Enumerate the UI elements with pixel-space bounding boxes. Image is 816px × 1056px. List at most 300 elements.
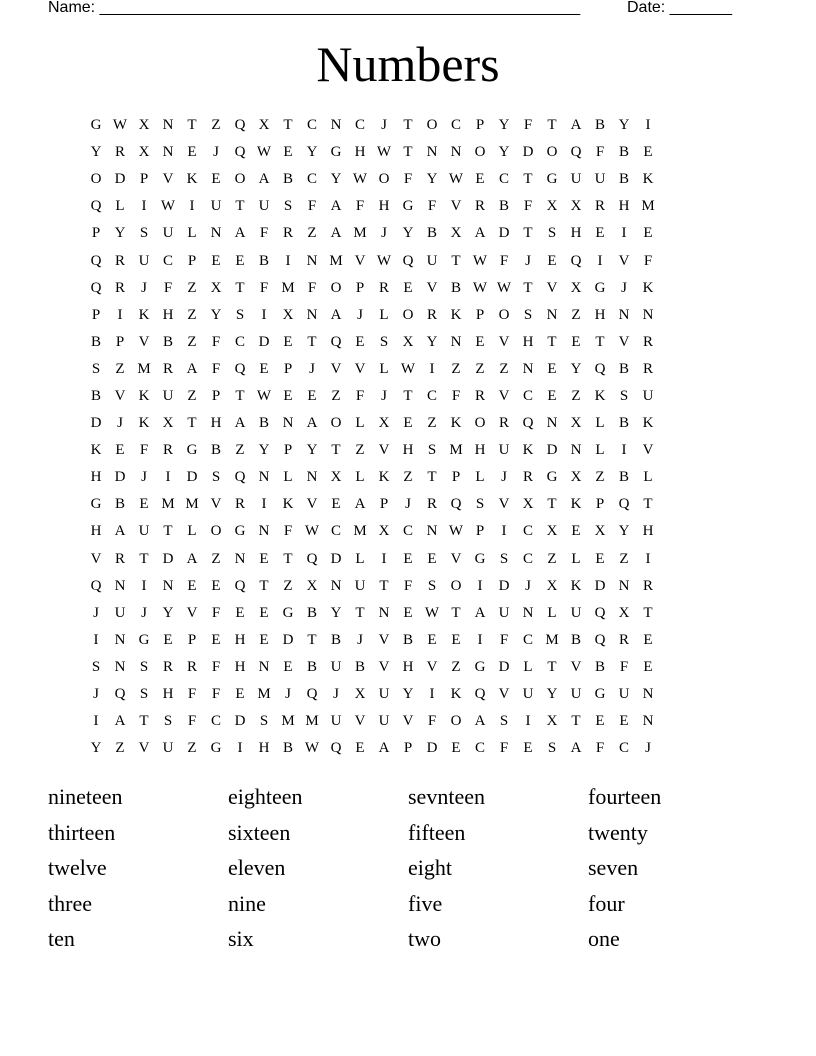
grid-letter: R xyxy=(474,387,485,404)
grid-letter: H xyxy=(570,225,582,242)
grid-letter: Y xyxy=(90,144,102,161)
grid-letter: U xyxy=(522,686,534,703)
grid-row xyxy=(84,573,732,600)
grid-letter: Z xyxy=(283,577,293,594)
grid-letter: F xyxy=(523,198,533,215)
grid-letter: N xyxy=(642,713,654,730)
grid-letter: I xyxy=(261,496,267,513)
grid-letter: Q xyxy=(234,360,246,377)
grid-letter: N xyxy=(258,469,270,486)
word-bank-item: twenty xyxy=(588,819,648,845)
grid-letter: L xyxy=(643,469,653,486)
grid-letter: X xyxy=(330,469,342,486)
grid-letter: K xyxy=(138,387,150,404)
grid-letter: U xyxy=(258,198,270,215)
grid-letter: Y xyxy=(498,144,510,161)
grid-letter: R xyxy=(498,415,509,432)
grid-letter: V xyxy=(570,658,582,675)
grid-letter: E xyxy=(475,171,485,188)
grid-letter: K xyxy=(138,306,150,323)
grid-letter: D xyxy=(186,469,198,486)
grid-letter: R xyxy=(474,198,485,215)
word-bank-item: seven xyxy=(588,855,639,880)
grid-letter: D xyxy=(114,171,126,188)
grid-letter: B xyxy=(330,631,341,648)
grid-row xyxy=(84,491,732,518)
grid-letter: E xyxy=(571,333,581,350)
grid-letter: T xyxy=(595,333,605,350)
grid-letter: E xyxy=(115,442,125,459)
grid-letter: D xyxy=(282,631,294,648)
grid-letter: G xyxy=(234,523,246,540)
grid-row xyxy=(84,166,732,193)
grid-letter: S xyxy=(547,740,557,757)
grid-letter: P xyxy=(139,171,149,188)
grid-letter: J xyxy=(381,387,387,404)
grid-letter: J xyxy=(405,496,411,513)
grid-letter: K xyxy=(90,442,102,459)
grid-letter: Y xyxy=(426,171,438,188)
grid-letter: T xyxy=(307,631,317,648)
grid-letter: K xyxy=(570,496,582,513)
grid-letter: Y xyxy=(570,360,582,377)
grid-letter: T xyxy=(331,442,341,459)
grid-letter: L xyxy=(523,658,533,675)
grid-letter: R xyxy=(642,360,653,377)
grid-letter: N xyxy=(114,577,126,594)
grid-letter: S xyxy=(379,333,389,350)
grid-letter: A xyxy=(234,225,246,242)
grid-letter: I xyxy=(477,631,483,648)
grid-letter: U xyxy=(138,252,150,269)
grid-letter: B xyxy=(618,415,629,432)
grid-letter: O xyxy=(234,171,246,188)
grid-letter: F xyxy=(187,686,197,703)
grid-letter: W xyxy=(304,740,320,757)
grid-letter: B xyxy=(594,117,605,134)
grid-letter: E xyxy=(403,550,413,567)
grid-letter: A xyxy=(258,171,270,188)
grid-letter: F xyxy=(499,740,509,757)
grid-letter: Y xyxy=(306,442,318,459)
grid-letter: G xyxy=(402,198,414,215)
grid-letter: N xyxy=(306,252,318,269)
grid-letter: C xyxy=(402,523,413,540)
grid-letter: B xyxy=(282,740,293,757)
grid-letter: I xyxy=(237,740,243,757)
grid-letter: L xyxy=(547,604,557,621)
grid-letter: G xyxy=(138,631,150,648)
grid-letter: J xyxy=(525,577,531,594)
grid-letter: V xyxy=(138,333,150,350)
grid-letter: L xyxy=(475,469,485,486)
grid-letter: S xyxy=(547,225,557,242)
grid-letter: C xyxy=(522,631,533,648)
grid-letter: L xyxy=(355,415,365,432)
grid-letter: T xyxy=(547,658,557,675)
grid-letter: N xyxy=(522,360,534,377)
grid-letter: F xyxy=(427,713,437,730)
grid-letter: J xyxy=(525,252,531,269)
grid-letter: E xyxy=(235,252,245,269)
grid-letter: T xyxy=(403,117,413,134)
grid-letter: B xyxy=(618,171,629,188)
grid-letter: I xyxy=(165,469,171,486)
grid-letter: N xyxy=(114,631,126,648)
grid-letter: F xyxy=(139,442,149,459)
grid-letter: G xyxy=(90,496,102,513)
grid-letter: M xyxy=(137,360,151,377)
grid-letter: H xyxy=(522,333,534,350)
grid-letter: R xyxy=(162,442,173,459)
grid-letter: T xyxy=(139,550,149,567)
grid-letter: X xyxy=(546,577,558,594)
grid-letter: T xyxy=(235,279,245,296)
grid-letter: N xyxy=(570,442,582,459)
grid-letter: V xyxy=(426,279,438,296)
grid-letter: K xyxy=(594,387,606,404)
grid-letter: R xyxy=(618,631,629,648)
grid-row xyxy=(84,410,732,437)
grid-letter: H xyxy=(618,198,630,215)
grid-letter: Y xyxy=(162,604,174,621)
grid-letter: Z xyxy=(499,360,509,377)
grid-letter: N xyxy=(162,117,174,134)
grid-letter: X xyxy=(570,198,582,215)
grid-letter: J xyxy=(645,740,651,757)
grid-letter: R xyxy=(426,306,437,323)
grid-row xyxy=(84,139,732,166)
grid-letter: H xyxy=(162,686,174,703)
grid-letter: E xyxy=(523,740,533,757)
grid-letter: C xyxy=(330,523,341,540)
grid-letter: Q xyxy=(594,604,606,621)
grid-letter: E xyxy=(283,144,293,161)
grid-letter: N xyxy=(546,415,558,432)
grid-letter: P xyxy=(379,496,389,513)
grid-letter: Q xyxy=(330,740,342,757)
grid-letter: Q xyxy=(234,117,246,134)
grid-letter: M xyxy=(161,496,175,513)
grid-letter: Z xyxy=(619,550,629,567)
grid-letter: Y xyxy=(546,686,558,703)
grid-letter: M xyxy=(185,496,199,513)
grid-letter: Y xyxy=(618,117,630,134)
grid-letter: H xyxy=(402,658,414,675)
grid-row xyxy=(84,708,732,735)
grid-letter: I xyxy=(261,306,267,323)
grid-letter: T xyxy=(523,225,533,242)
grid-letter: D xyxy=(426,740,438,757)
grid-letter: Q xyxy=(570,144,582,161)
grid-letter: D xyxy=(114,469,126,486)
grid-letter: S xyxy=(475,496,485,513)
grid-letter: E xyxy=(643,658,653,675)
grid-letter: V xyxy=(498,333,510,350)
word-bank-item: sevnteen xyxy=(408,784,485,809)
grid-letter: M xyxy=(305,713,319,730)
grid-letter: T xyxy=(643,496,653,513)
grid-letter: B xyxy=(90,387,101,404)
grid-letter: D xyxy=(330,550,342,567)
grid-letter: F xyxy=(163,279,173,296)
grid-letter: P xyxy=(187,252,197,269)
grid-letter: T xyxy=(355,604,365,621)
grid-letter: J xyxy=(285,686,291,703)
grid-letter: M xyxy=(257,686,271,703)
grid-row xyxy=(84,356,732,383)
grid-letter: W xyxy=(424,604,440,621)
grid-letter: E xyxy=(475,333,485,350)
grid-letter: E xyxy=(211,171,221,188)
grid-letter: E xyxy=(139,496,149,513)
grid-letter: X xyxy=(210,279,222,296)
word-bank-item: three xyxy=(48,890,92,916)
grid-letter: M xyxy=(353,523,367,540)
grid-letter: Q xyxy=(330,333,342,350)
grid-letter: B xyxy=(282,171,293,188)
grid-letter: S xyxy=(235,306,245,323)
grid-letter: O xyxy=(330,415,342,432)
grid-letter: S xyxy=(91,658,101,675)
word-bank-item: eighteen xyxy=(228,784,303,809)
grid-letter: F xyxy=(259,279,269,296)
grid-letter: M xyxy=(281,279,295,296)
grid-letter: Y xyxy=(114,225,126,242)
grid-letter: O xyxy=(402,306,414,323)
grid-letter: Q xyxy=(474,686,486,703)
grid-letter: G xyxy=(594,686,606,703)
grid-letter: P xyxy=(91,306,101,323)
grid-letter: P xyxy=(91,225,101,242)
word-bank-item: fourteen xyxy=(588,784,662,809)
grid-letter: T xyxy=(403,144,413,161)
grid-letter: N xyxy=(234,550,246,567)
grid-letter: C xyxy=(210,713,221,730)
word-bank-item: two xyxy=(408,926,441,951)
grid-letter: H xyxy=(642,523,654,540)
grid-letter: B xyxy=(306,604,317,621)
grid-letter: U xyxy=(618,686,630,703)
grid-letter: G xyxy=(474,658,486,675)
grid-letter: E xyxy=(427,550,437,567)
grid-letter: B xyxy=(354,658,365,675)
grid-letter: X xyxy=(570,415,582,432)
grid-letter: N xyxy=(618,577,630,594)
grid-letter: Y xyxy=(330,171,342,188)
grid-letter: B xyxy=(162,333,173,350)
grid-letter: A xyxy=(186,360,198,377)
grid-letter: N xyxy=(258,523,270,540)
grid-letter: X xyxy=(402,333,414,350)
grid-letter: X xyxy=(378,415,390,432)
grid-row xyxy=(84,302,732,329)
grid-letter: H xyxy=(354,144,366,161)
grid-letter: U xyxy=(162,225,174,242)
grid-letter: H xyxy=(210,415,222,432)
grid-letter: H xyxy=(90,469,102,486)
grid-letter: Q xyxy=(450,496,462,513)
grid-letter: W xyxy=(376,252,392,269)
grid-letter: S xyxy=(139,225,149,242)
grid-letter: H xyxy=(378,198,390,215)
grid-letter: Z xyxy=(187,279,197,296)
grid-letter: F xyxy=(307,198,317,215)
grid-letter: Z xyxy=(187,333,197,350)
grid-letter: X xyxy=(306,577,318,594)
grid-letter: B xyxy=(306,658,317,675)
grid-letter: L xyxy=(115,198,125,215)
grid-letter: P xyxy=(475,306,485,323)
grid-letter: E xyxy=(595,713,605,730)
grid-letter: K xyxy=(642,171,654,188)
word-bank-item: thirteen xyxy=(48,819,116,845)
grid-letter: A xyxy=(570,740,582,757)
grid-letter: I xyxy=(429,686,435,703)
grid-letter: U xyxy=(162,740,174,757)
grid-letter: Y xyxy=(402,225,414,242)
grid-letter: L xyxy=(379,306,389,323)
grid-row xyxy=(84,464,732,491)
grid-letter: F xyxy=(211,686,221,703)
grid-letter: B xyxy=(258,415,269,432)
grid-letter: O xyxy=(546,144,558,161)
grid-letter: W xyxy=(256,387,272,404)
grid-letter: X xyxy=(570,469,582,486)
grid-letter: T xyxy=(451,604,461,621)
grid-letter: F xyxy=(499,631,509,648)
grid-letter: C xyxy=(306,171,317,188)
grid-letter: U xyxy=(162,387,174,404)
grid-letter: K xyxy=(570,577,582,594)
grid-letter: I xyxy=(621,225,627,242)
grid-letter: L xyxy=(595,415,605,432)
grid-letter: O xyxy=(474,144,486,161)
grid-letter: T xyxy=(139,713,149,730)
grid-letter: X xyxy=(594,523,606,540)
grid-letter: Y xyxy=(90,740,102,757)
grid-letter: K xyxy=(450,306,462,323)
grid-letter: F xyxy=(211,658,221,675)
grid-letter: K xyxy=(450,686,462,703)
grid-letter: D xyxy=(498,658,510,675)
grid-letter: E xyxy=(403,415,413,432)
grid-letter: V xyxy=(378,658,390,675)
grid-letter: A xyxy=(474,713,486,730)
grid-letter: E xyxy=(211,631,221,648)
grid-letter: V xyxy=(642,442,654,459)
grid-letter: X xyxy=(354,686,366,703)
grid-row xyxy=(84,112,732,139)
grid-letter: Z xyxy=(355,442,365,459)
grid-letter: V xyxy=(498,387,510,404)
grid-letter: I xyxy=(597,252,603,269)
grid-letter: P xyxy=(475,523,485,540)
grid-row xyxy=(84,275,732,302)
grid-letter: N xyxy=(546,306,558,323)
grid-letter: I xyxy=(93,713,99,730)
word-bank-item: eight xyxy=(408,855,452,880)
grid-letter: T xyxy=(523,171,533,188)
grid-letter: B xyxy=(618,144,629,161)
grid-letter: E xyxy=(643,144,653,161)
grid-letter: X xyxy=(162,415,174,432)
grid-letter: T xyxy=(451,252,461,269)
word-bank-item: fifteen xyxy=(408,819,466,845)
grid-letter: G xyxy=(186,442,198,459)
grid-letter: Z xyxy=(235,442,245,459)
grid-letter: F xyxy=(307,279,317,296)
word-bank-item: four xyxy=(588,890,625,916)
grid-letter: E xyxy=(307,387,317,404)
grid-letter: V xyxy=(138,740,150,757)
grid-letter: E xyxy=(619,713,629,730)
grid-letter: N xyxy=(378,604,390,621)
grid-letter: V xyxy=(450,198,462,215)
grid-letter: K xyxy=(450,415,462,432)
grid-letter: W xyxy=(304,523,320,540)
grid-letter: F xyxy=(643,252,653,269)
grid-letter: E xyxy=(427,631,437,648)
grid-letter: T xyxy=(427,469,437,486)
grid-letter: A xyxy=(186,550,198,567)
grid-row xyxy=(84,437,732,464)
grid-letter: O xyxy=(426,117,438,134)
grid-letter: D xyxy=(90,415,102,432)
grid-letter: K xyxy=(522,442,534,459)
grid-letter: A xyxy=(114,523,126,540)
grid-letter: T xyxy=(187,415,197,432)
grid-letter: J xyxy=(141,604,147,621)
grid-letter: P xyxy=(475,117,485,134)
grid-letter: R xyxy=(162,658,173,675)
grid-letter: S xyxy=(211,469,221,486)
grid-letter: V xyxy=(354,360,366,377)
grid-letter: Z xyxy=(427,415,437,432)
grid-letter: R xyxy=(186,658,197,675)
grid-letter: P xyxy=(283,360,293,377)
grid-letter: B xyxy=(618,360,629,377)
grid-letter: W xyxy=(256,144,272,161)
grid-row xyxy=(84,546,732,573)
grid-letter: W xyxy=(448,523,464,540)
grid-letter: U xyxy=(426,252,438,269)
grid-row xyxy=(84,518,732,545)
grid-letter: U xyxy=(570,686,582,703)
grid-letter: M xyxy=(545,631,559,648)
grid-letter: T xyxy=(571,713,581,730)
grid-letter: D xyxy=(594,577,606,594)
grid-letter: O xyxy=(450,713,462,730)
grid-letter: Z xyxy=(187,387,197,404)
grid-letter: E xyxy=(259,604,269,621)
grid-letter: K xyxy=(642,415,654,432)
grid-letter: V xyxy=(114,387,126,404)
grid-letter: S xyxy=(427,442,437,459)
grid-letter: F xyxy=(211,333,221,350)
grid-letter: B xyxy=(90,333,101,350)
grid-letter: B xyxy=(258,252,269,269)
grid-letter: F xyxy=(187,713,197,730)
grid-letter: V xyxy=(618,252,630,269)
grid-letter: Q xyxy=(594,360,606,377)
grid-letter: T xyxy=(403,387,413,404)
grid-letter: J xyxy=(357,631,363,648)
grid-letter: D xyxy=(498,577,510,594)
letter-grid xyxy=(84,112,732,762)
grid-letter: X xyxy=(546,713,558,730)
word-bank-item: nineteen xyxy=(48,784,123,809)
